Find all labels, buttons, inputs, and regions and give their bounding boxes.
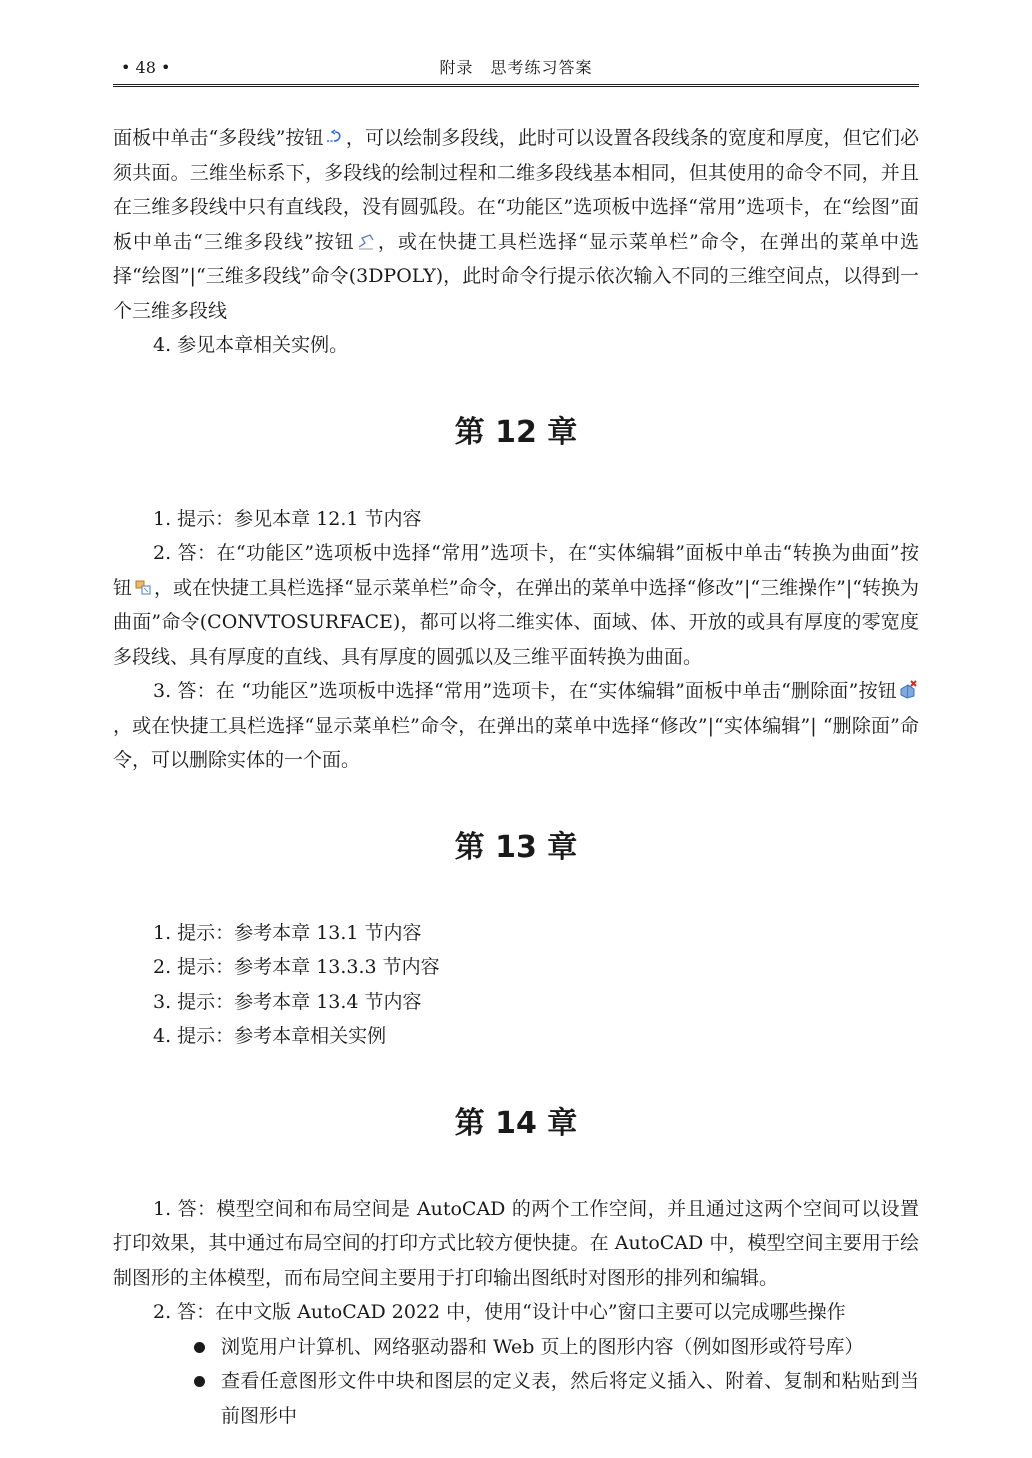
convert-to-surface-icon	[133, 577, 153, 597]
intro-text-2: ，可以绘制多段线，此时可以设置各段线条的宽度和厚度，但它们必须共面。三维坐标系下，多段线的绘制过程和二维多段线基本相同，但其使用的命令不同，并且在三维多段线中只有直线段，没有圆弧段。在“功能区”选项板中选择“常用”选项卡，在“绘图”面板中单击“三维多段线”按钮	[113, 127, 919, 253]
ch12-item-3	[113, 674, 919, 778]
bullet-icon	[194, 1376, 205, 1387]
ch12-item-3-text-a: 3. 答：在 “功能区”选项板中选择“常用”选项卡，在“实体编辑”面板中单击“删除面”按钮	[153, 680, 897, 702]
list-item	[113, 1330, 919, 1365]
ch12-item-3-text-b: ，或在快捷工具栏选择“显示菜单栏”命令，在弹出的菜单中选择“修改”|“实体编辑”| “删除面”命令，可以删除实体的一个面。	[113, 714, 919, 771]
ch13-item-1: 1. 提示：参考本章 13.1 节内容	[153, 921, 422, 944]
intro-text-1: 面板中单击“多段线”按钮	[113, 127, 324, 149]
bullet-text: 浏览用户计算机、网络驱动器和 Web 页上的图形内容（例如图形或符号库）	[221, 1335, 864, 1358]
polyline-icon	[325, 127, 345, 147]
bullet-text: 查看任意图形文件中块和图层的定义表，然后将定义插入、附着、复制和粘贴到当前图形中	[221, 1370, 919, 1427]
chapter-14-heading: 第 14 章	[454, 1105, 578, 1141]
document-page	[113, 52, 919, 1433]
running-header	[113, 52, 919, 87]
3d-polyline-icon	[356, 231, 376, 251]
ch13-item-2: 2. 提示：参考本章 13.3.3 节内容	[153, 956, 440, 978]
ch12-item-2-text-b: ，或在快捷工具栏选择“显示菜单栏”命令，在弹出的菜单中选择“修改”|“三维操作”|“转换为曲面”命令(CONVTOSURFACE)，都可以将二维实体、面域、体、开放的或具有厚度的零宽度多段线、具有厚度的直线、具有厚度的圆弧以及三维平面转换为曲面。	[113, 576, 919, 668]
page-content	[113, 121, 919, 1433]
ch14-item-1: 1. 答：模型空间和布局空间是 AutoCAD 的两个工作空间，并且通过这两个空间可以设置打印效果，其中通过布局空间的打印方式比较方便快捷。在 AutoCAD 中，模型空间主要用于绘制图形的主体模型，而布局空间主要用于打印输出图纸时对图形的排列和编辑。	[113, 1197, 919, 1289]
intro-paragraph	[113, 121, 919, 328]
ch14-bullet-list	[113, 1330, 919, 1434]
ch13-item-3: 3. 提示：参考本章 13.4 节内容	[153, 990, 422, 1013]
chapter-13-heading: 第 13 章	[454, 829, 578, 865]
page-number: • 48 •	[121, 58, 171, 77]
chapter-12-heading: 第 12 章	[454, 414, 578, 450]
ch12-item-2-text-a: 2. 答：在“功能区”选项板中选择“常用”选项卡，在“实体编辑”面板中单击“转换为曲面”按钮	[113, 542, 919, 599]
ch12-item-1: 1. 提示：参见本章 12.1 节内容	[153, 507, 422, 530]
intro-text-3: ，或在快捷工具栏选择“显示菜单栏”命令，在弹出的菜单中选择“绘图”|“三维多段线”命令(3DPOLY)，此时命令行提示依次输入不同的三维空间点，以得到一个三维多段线	[113, 230, 919, 322]
delete-face-icon	[898, 680, 918, 700]
intro-item-4: 4. 参见本章相关实例。	[153, 334, 349, 356]
ch14-item-2: 2. 答：在中文版 AutoCAD 2022 中，使用“设计中心”窗口主要可以完成哪些操作	[153, 1301, 846, 1323]
list-item	[113, 1364, 919, 1433]
ch13-item-4: 4. 提示：参考本章相关实例	[153, 1025, 387, 1047]
header-title: 附录 思考练习答案	[439, 58, 593, 77]
ch12-item-2	[113, 536, 919, 674]
bullet-icon	[194, 1342, 205, 1353]
